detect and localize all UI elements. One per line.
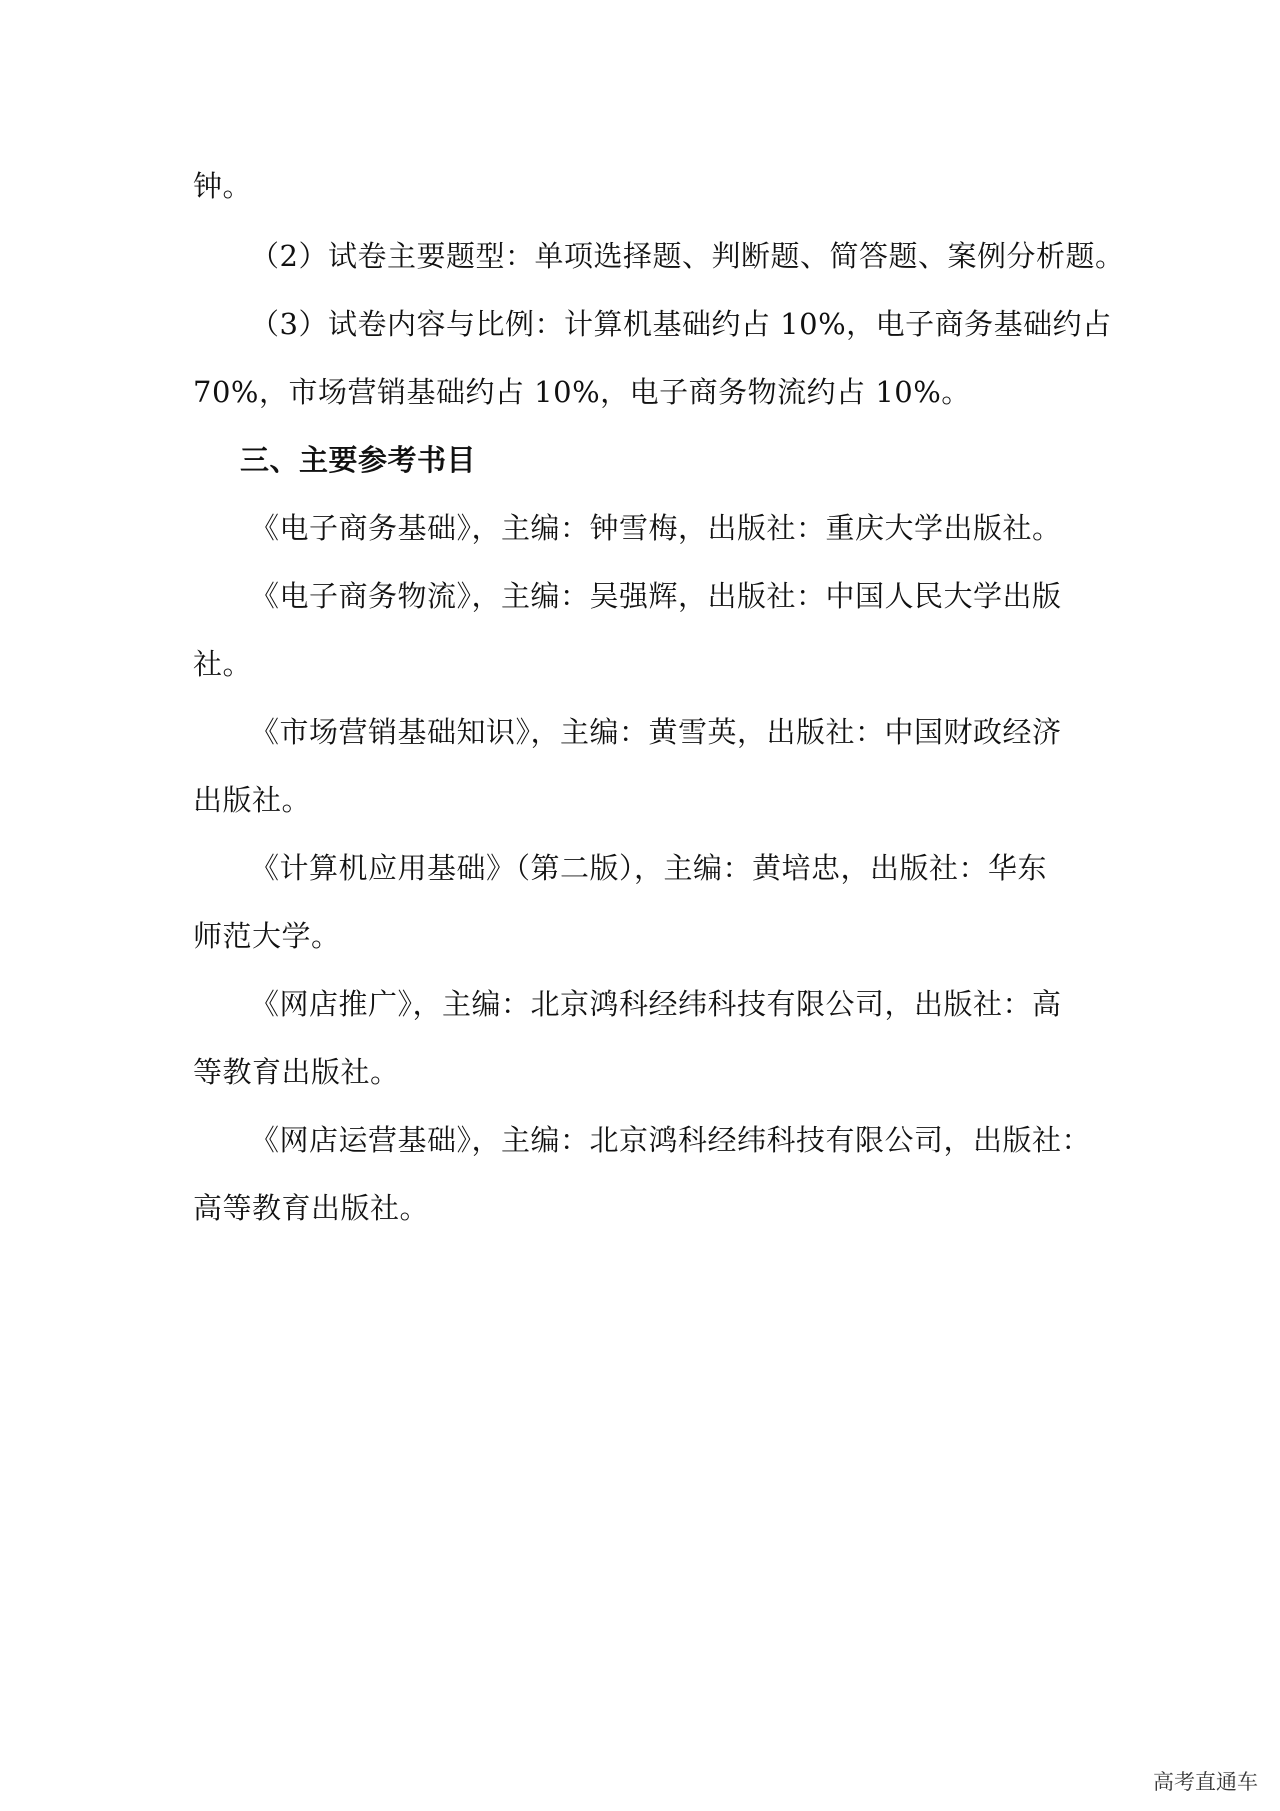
reference-item-6: 《网店运营基础》，主编：北京鸿科经纬科技有限公司，出版社：	[250, 1123, 1092, 1157]
reference-item-4: 《计算机应用基础》（第二版），主编：黄培忠，出版社：华东	[250, 851, 1048, 885]
text-line-2: （2）试卷主要题型：单项选择题、判断题、简答题、案例分析题。	[250, 239, 1125, 273]
reference-item-2: 《电子商务物流》，主编：吴强辉，出版社：中国人民大学出版	[250, 579, 1062, 613]
watermark-text: 高考直通车	[1153, 1770, 1258, 1794]
reference-item-1: 《电子商务基础》，主编：钟雪梅，出版社：重庆大学出版社。	[250, 511, 1062, 545]
reference-item-2-cont: 社。	[193, 647, 253, 681]
reference-item-3: 《市场营销基础知识》，主编：黄雪英，出版社：中国财政经济	[250, 715, 1062, 749]
text-line-1: 钟。	[193, 169, 253, 203]
reference-item-5: 《网店推广》，主编：北京鸿科经纬科技有限公司，出版社：高	[250, 987, 1062, 1021]
reference-item-3-cont: 出版社。	[193, 783, 312, 817]
reference-item-5-cont: 等教育出版社。	[193, 1055, 400, 1089]
text-line-3: （3）试卷内容与比例：计算机基础约占 10%，电子商务基础约占	[250, 307, 1112, 341]
reference-item-4-cont: 师范大学。	[193, 919, 341, 953]
text-line-4: 70%，市场营销基础约占 10%，电子商务物流约占 10%。	[193, 375, 971, 409]
reference-item-6-cont: 高等教育出版社。	[193, 1191, 430, 1225]
section-heading: 三、主要参考书目	[240, 443, 477, 477]
